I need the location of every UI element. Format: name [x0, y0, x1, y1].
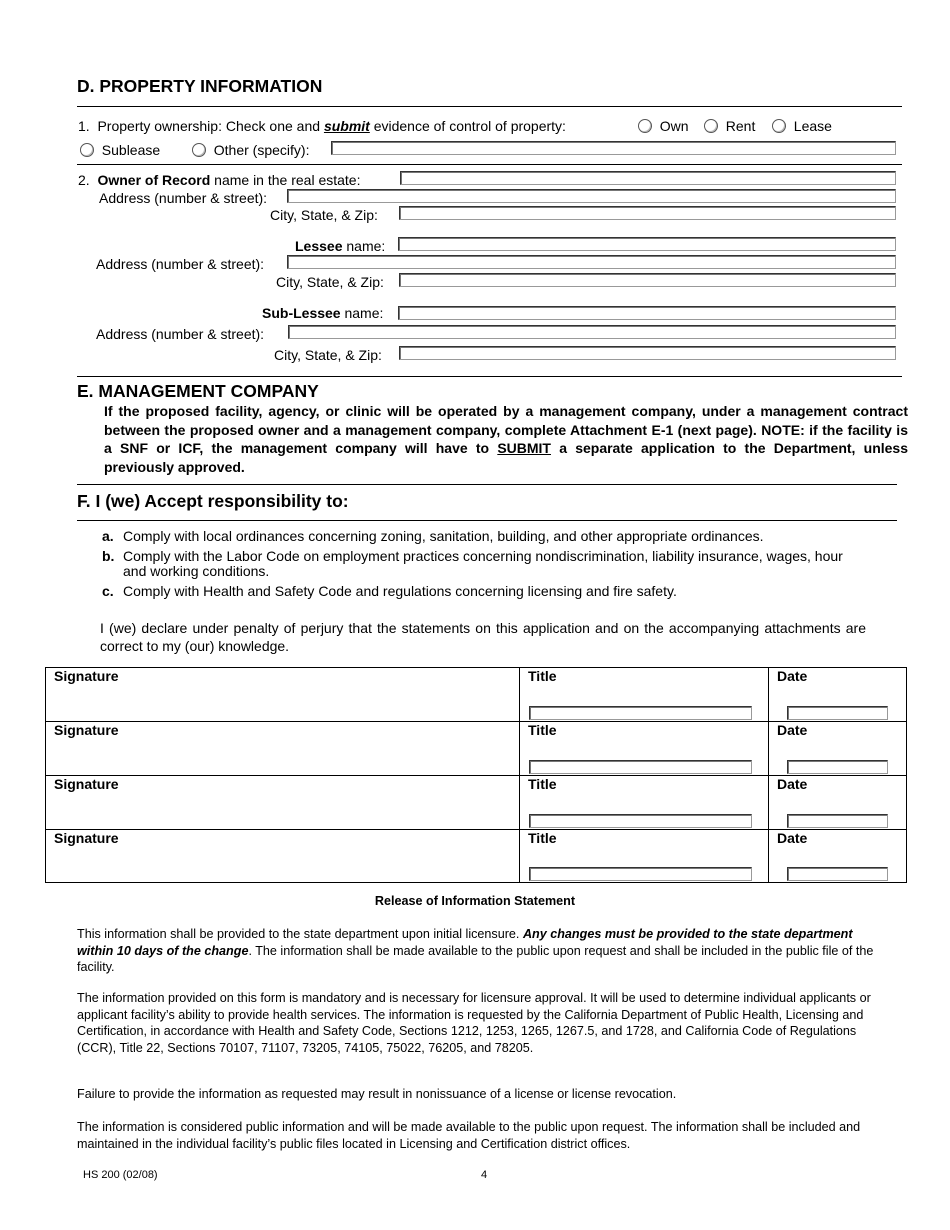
- divider: [77, 484, 897, 485]
- title-label: Title: [528, 830, 557, 846]
- property-ownership-question: [78, 118, 566, 134]
- signature-label: Signature: [54, 776, 119, 792]
- divider: [77, 106, 902, 107]
- title-field[interactable]: [529, 760, 752, 774]
- option-label: Own: [659, 118, 689, 134]
- table-row: [46, 722, 907, 776]
- date-field[interactable]: [787, 814, 888, 828]
- ownership-radio-rent[interactable]: [704, 118, 755, 134]
- section-e-heading: E. MANAGEMENT COMPANY: [77, 381, 319, 401]
- owner-address-field[interactable]: [287, 189, 896, 203]
- declaration-text: I (we) declare under penalty of perjury that the statements on this application and on the accompanying attachments are correct to my (our) knowledge.: [100, 620, 866, 654]
- title-cell: [520, 776, 769, 830]
- item-text: Comply with the Labor Code on employment practices concerning nondiscrimination, liability insurance, wages, hour and working conditions.: [123, 548, 843, 579]
- owner-name-field[interactable]: [400, 171, 896, 185]
- form-id: HS 200 (02/08): [83, 1169, 158, 1181]
- owner-city-label: City, State, & Zip:: [270, 207, 378, 223]
- signature-table: [45, 667, 907, 883]
- sublessee-bold: Sub-Lessee: [262, 305, 341, 321]
- responsibility-list: [102, 529, 862, 599]
- p1-emph: Any changes must be provided to the state department within 10 days of the change: [77, 927, 853, 958]
- divider: [77, 164, 902, 165]
- title-label: Title: [528, 776, 557, 792]
- section-f-heading: F. I (we) Accept responsibility to:: [77, 491, 349, 511]
- release-paragraph-4: The information is considered public information and will be made available to the public upon request. The information shall be included and maintained in the individual facility’s public files located in Licensing and Certification district offices.: [77, 1120, 861, 1151]
- title-cell: [520, 722, 769, 776]
- table-row: [46, 776, 907, 830]
- divider: [77, 520, 897, 521]
- signature-cell[interactable]: [46, 776, 520, 830]
- option-label: Rent: [725, 118, 756, 134]
- date-label: Date: [777, 830, 808, 846]
- signature-label: Signature: [54, 830, 119, 846]
- lessee-address-field[interactable]: [287, 255, 896, 269]
- item-text: Comply with local ordinances concerning zoning, sanitation, building, and other appropriate ordinances.: [123, 528, 764, 544]
- owner-address-label: Address (number & street):: [99, 190, 268, 206]
- date-cell: [769, 830, 907, 883]
- sublessee-address-label: Address (number & street):: [96, 326, 265, 342]
- radio-icon[interactable]: [192, 143, 206, 157]
- q1-emph: submit: [323, 118, 370, 134]
- date-label: Date: [777, 776, 808, 792]
- sublessee-city-label: City, State, & Zip:: [274, 347, 382, 363]
- lessee-bold: Lessee: [295, 238, 343, 254]
- date-label: Date: [777, 668, 808, 684]
- other-specify-field[interactable]: [331, 141, 896, 155]
- ownership-radio-sublease[interactable]: [80, 142, 160, 158]
- date-label: Date: [777, 722, 808, 738]
- note-submit: SUBMIT: [497, 440, 551, 457]
- lessee-rest: name:: [342, 238, 386, 254]
- sublessee-address-field[interactable]: [288, 325, 896, 339]
- release-paragraph-3: Failure to provide the information as requested may result in nonissuance of a license or license revocation.: [77, 1087, 677, 1101]
- date-field[interactable]: [787, 760, 888, 774]
- title-cell: [520, 830, 769, 883]
- table-row: [46, 830, 907, 883]
- lessee-address-label: Address (number & street):: [96, 256, 265, 272]
- ownership-radio-other[interactable]: [192, 142, 309, 158]
- p1-text: This information shall be provided to the state department upon initial licensure.: [77, 927, 523, 941]
- radio-icon[interactable]: [704, 119, 718, 133]
- divider: [77, 376, 902, 377]
- title-label: Title: [528, 668, 557, 684]
- section-d-heading: D. PROPERTY INFORMATION: [77, 76, 323, 96]
- title-label: Title: [528, 722, 557, 738]
- note-text: If the proposed facility, agency, or clinic will be operated by a management company, under a management contract between the proposed owner and a management company, complete Attachment E-1 (next page). NOTE: if the facility is a SNF or ICF, the management company will have to: [104, 403, 908, 457]
- date-cell: [769, 668, 907, 722]
- ownership-radio-own[interactable]: [638, 118, 689, 134]
- p1-text-post: . The information shall be made available to the public upon request and shall be included in the public file of the facility.: [77, 943, 874, 974]
- item-letter: a.: [102, 528, 114, 544]
- signature-cell[interactable]: [46, 668, 520, 722]
- owner-city-field[interactable]: [399, 206, 896, 220]
- management-company-note: [104, 402, 908, 477]
- lessee-label: [295, 238, 385, 254]
- signature-cell[interactable]: [46, 722, 520, 776]
- sublessee-name-field[interactable]: [398, 306, 896, 320]
- title-cell: [520, 668, 769, 722]
- item-letter: b.: [102, 548, 115, 564]
- date-field[interactable]: [787, 867, 888, 881]
- item-letter: c.: [102, 583, 114, 599]
- q1-text-post: evidence of control of property:: [369, 118, 566, 134]
- lessee-city-label: City, State, & Zip:: [276, 274, 384, 290]
- radio-icon[interactable]: [772, 119, 786, 133]
- date-field[interactable]: [787, 706, 888, 720]
- q2-number: 2.: [78, 172, 90, 188]
- q1-text: Property ownership: Check one and: [97, 118, 324, 134]
- title-field[interactable]: [529, 867, 752, 881]
- signature-label: Signature: [54, 722, 119, 738]
- option-label: Other (specify):: [213, 142, 310, 158]
- table-row: [46, 668, 907, 722]
- release-heading: Release of Information Statement: [374, 894, 576, 908]
- owner-bold: Owner of Record: [97, 172, 211, 188]
- radio-icon[interactable]: [638, 119, 652, 133]
- ownership-radio-lease[interactable]: [772, 118, 832, 134]
- signature-label: Signature: [54, 668, 119, 684]
- q1-number: 1.: [78, 118, 90, 134]
- release-paragraph-1: [77, 926, 877, 976]
- lessee-city-field[interactable]: [399, 273, 896, 287]
- owner-of-record-label: [78, 172, 360, 188]
- lessee-name-field[interactable]: [398, 237, 896, 251]
- option-label: Sublease: [101, 142, 161, 158]
- release-paragraph-2: The information provided on this form is mandatory and is necessary for licensure approval. It will be used to determine individual applicants or applicant facility’s ability to provide health services. The information is requested by the California Department of Public Health, Licensing and Certification, in accordance with Health and Safety Code, Sections 1212, 1253, 1265, 1267.5, and 1728, and California Code of Regulations (CCR), Title 22, Sections 70107, 71107, 73205, 74105, 75022, 76205, and 78205.: [77, 991, 871, 1055]
- list-item: [102, 549, 862, 579]
- item-text: Comply with Health and Safety Code and regulations concerning licensing and fire safety.: [123, 583, 677, 599]
- sublessee-label: [262, 305, 383, 321]
- option-label: Lease: [793, 118, 832, 134]
- title-field[interactable]: [529, 706, 752, 720]
- page-number: 4: [481, 1169, 488, 1181]
- date-cell: [769, 776, 907, 830]
- sublessee-city-field[interactable]: [399, 346, 896, 360]
- radio-icon[interactable]: [80, 143, 94, 157]
- list-item: [102, 529, 862, 544]
- list-item: [102, 584, 862, 599]
- date-cell: [769, 722, 907, 776]
- sublessee-rest: name:: [340, 305, 384, 321]
- note-text-post: a separate application to the Department, unless previously approved.: [104, 440, 908, 476]
- title-field[interactable]: [529, 814, 752, 828]
- signature-cell[interactable]: [46, 830, 520, 883]
- owner-rest: name in the real estate:: [210, 172, 361, 188]
